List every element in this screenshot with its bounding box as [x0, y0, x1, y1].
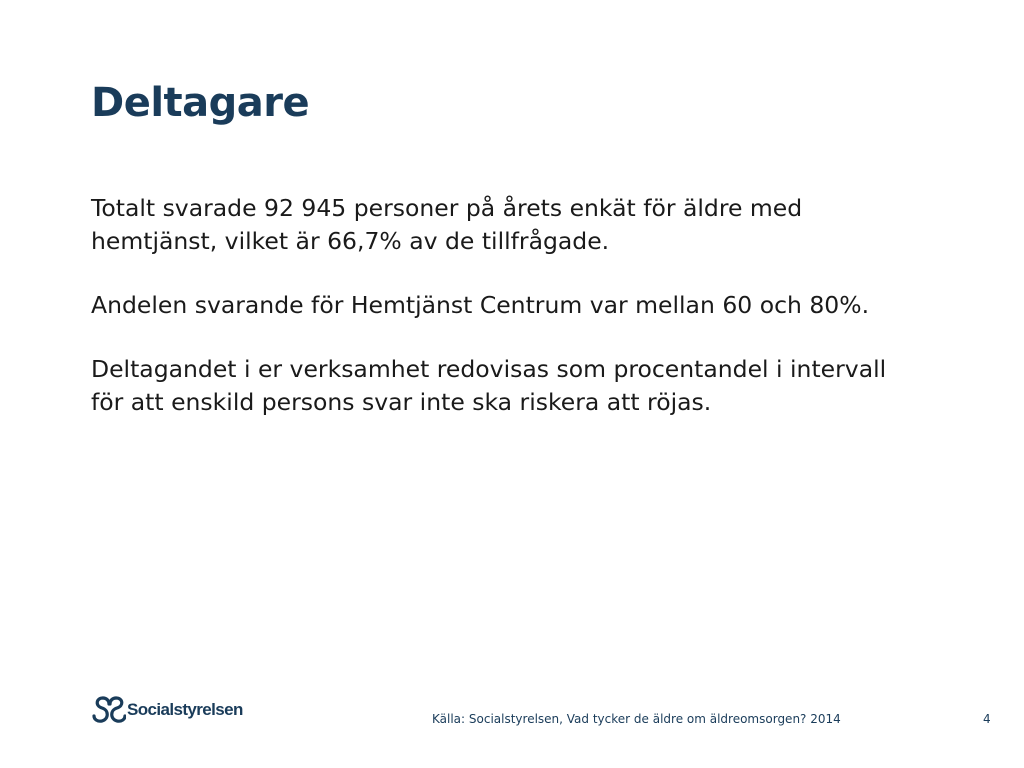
paragraph-response-rate: Andelen svarande för Hemtjänst Centrum var mellan 60 och 80%. — [91, 291, 870, 319]
socialstyrelsen-logo-icon — [92, 694, 126, 726]
page-number: 4 — [983, 712, 991, 726]
socialstyrelsen-logo — [92, 693, 243, 727]
paragraph-reporting-note: Deltagandet i er verksamhet redovisas som procentandel i intervall för att enskild persons svar inte ska riskera att röjas. — [91, 355, 887, 416]
page-title: Deltagare — [91, 80, 310, 126]
source-note: Källa: Socialstyrelsen, Vad tycker de äldre om äldreomsorgen? 2014 — [432, 712, 841, 726]
paragraph-participants-total: Totalt svarade 92 945 personer på årets enkät för äldre med hemtjänst, vilket är 66,7% av de tillfrågade. — [91, 194, 803, 255]
logo-text: Socialstyrelsen — [127, 700, 243, 719]
slide-body — [91, 192, 901, 450]
